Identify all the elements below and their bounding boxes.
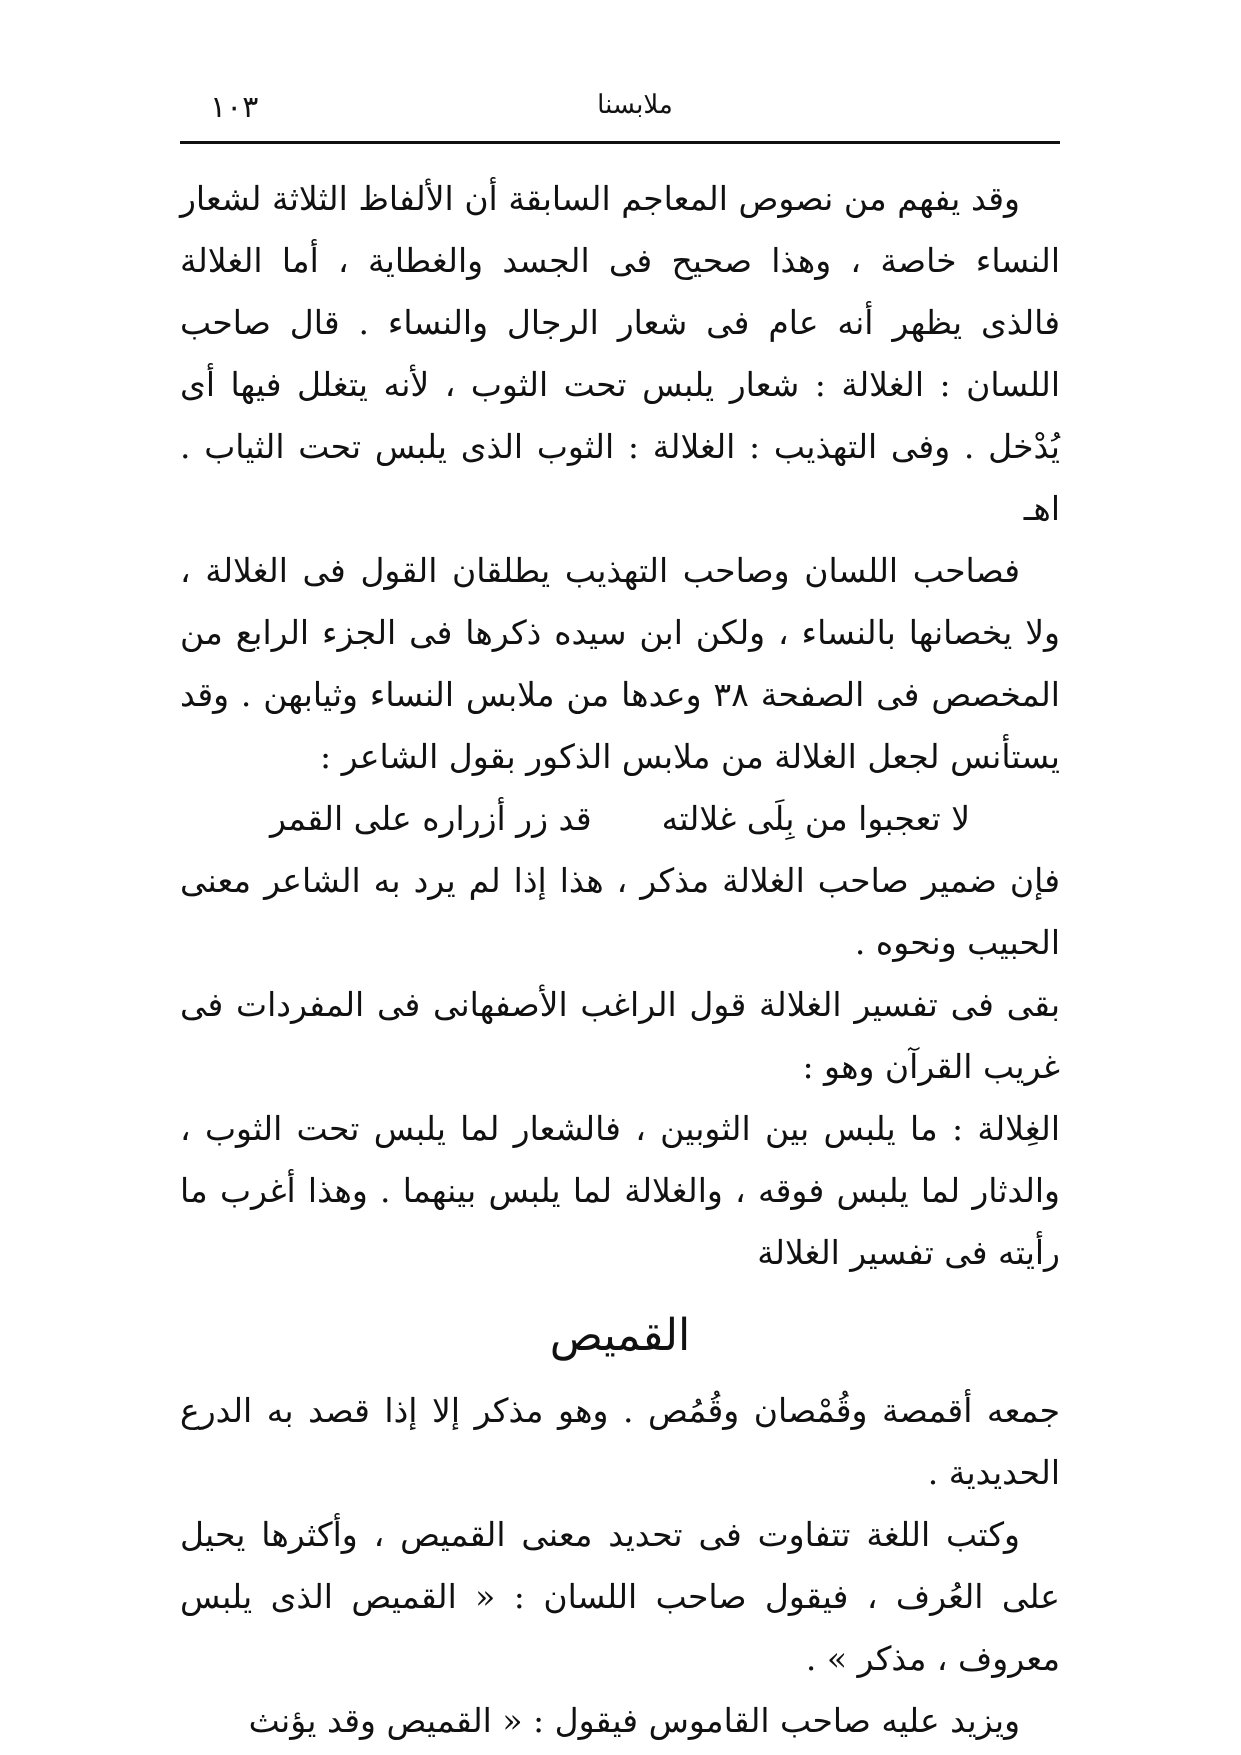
paragraph: فصاحب اللسان وصاحب التهذيب يطلقان القول فى الغلالة ، ولا يخصانها بالنساء ، ولكن ابن سيده ذكرها فى الجزء الرابع من المخصص فى الصفحة ٣٨ وعدها من ملابس النساء وثيابهن . وقد يستأنس لجعل الغلالة من ملابس الذكور بقول الشاعر : [180, 551, 1060, 776]
paragraph: بقى فى تفسير الغلالة قول الراغب الأصفهانى فى المفردات فى غريب القرآن وهو : [180, 985, 1061, 1086]
page-number: ١٠٣ [210, 90, 259, 125]
paragraph: وقد يفهم من نصوص المعاجم السابقة أن الألفاظ الثلاثة لشعار النساء خاصة ، وهذا صحيح فى الجسد والغطاية ، أما الغلالة فالذى يظهر أنه عام فى شعار الرجال والنساء . قال صاحب اللسان : الغلالة : شعار يلبس تحت الثوب ، لأنه يتغلل فيها أى يُدْخل . وفى التهذيب : الغلالة : الثوب الذى يلبس تحت الثياب . اهـ [180, 179, 1060, 528]
verse-hemistich-first: لا تعجبوا من بِلَى غلالته [661, 799, 971, 838]
paragraph: جمعه أقمصة وقُمْصان وقُمُص . وهو مذكر إلا إذا قصد به الدرع الحديدية . [180, 1391, 1060, 1492]
poetry-verse [180, 788, 1060, 850]
section-heading: القميص [549, 1310, 691, 1361]
page-body [180, 168, 1060, 1752]
paragraph: ويزيد عليه صاحب القاموس فيقول : « القميص وقد يؤنث [248, 1701, 1020, 1740]
paragraph: وكتب اللغة تتفاوت فى تحديد معنى القميص ، وأكثرها يحيل على العُرف ، فيقول صاحب اللسان : « القميص الذى يلبس معروف ، مذكر » . [180, 1515, 1060, 1678]
paragraph: الغِلالة : ما يلبس بين الثوبين ، فالشعار لما يلبس تحت الثوب ، والدثار لما يلبس فوقه ، والغلالة لما يلبس بينهما . وهذا أغرب ما رأيته فى تفسير الغلالة [180, 1109, 1060, 1272]
verse-hemistich-second: قد زر أزراره على القمر [269, 799, 592, 838]
page-header [190, 82, 1080, 125]
header-rule [180, 141, 1060, 144]
running-title: ملابسنا [597, 90, 673, 120]
paragraph: فإن ضمير صاحب الغلالة مذكر ، هذا إذا لم يرد به الشاعر معنى الحبيب ونحوه . [180, 861, 1060, 962]
